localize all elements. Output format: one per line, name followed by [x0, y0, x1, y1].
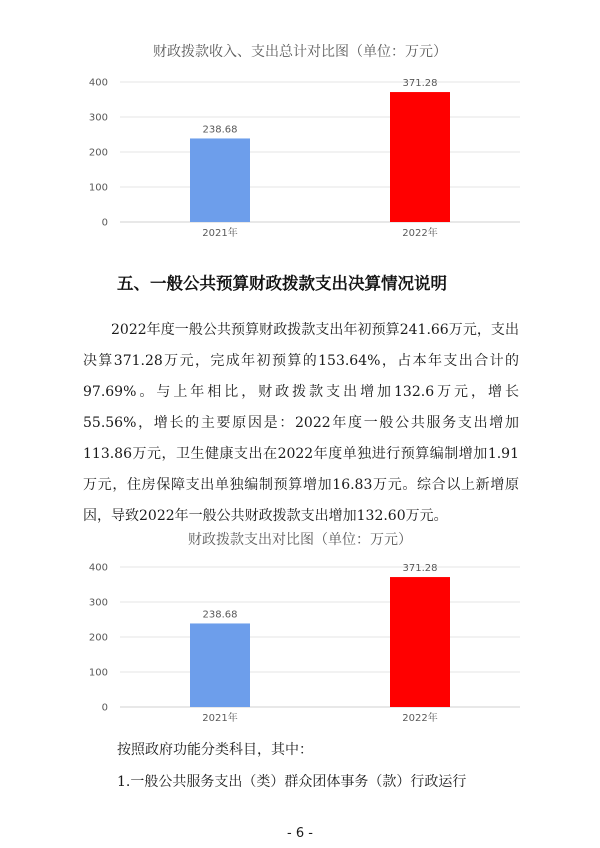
- chart2-data-label: 238.68: [202, 609, 238, 621]
- page-number: - 6 -: [287, 826, 313, 841]
- section-paragraph: 2022年度一般公共预算财政拨款支出年初预算241.66万元，支出决算371.28万元，完成年初预算的153.64%，占本年支出合计的97.69%。与上年相比，财政拨款支出增加132.6万元，增长55.56%，增长的主要原因是：2022年度一般公共服务支出增加113.86万元，卫生健康支出在2022年度单独进行预算编制增加1.91万元，住房保障支出单独编制预算增加16.83万元。综合以上新增原因，导致2022年一般公共财政拨款支出增加132.60万元。: [83, 322, 519, 524]
- chart2-bar-0: [190, 623, 250, 707]
- chart1: [0, 70, 600, 270]
- chart1-ytick-label: 100: [88, 182, 108, 194]
- chart2-ytick-label: 300: [88, 597, 108, 609]
- chart1-ytick-label: 400: [88, 77, 108, 89]
- chart1-ytick-label: 300: [88, 112, 108, 124]
- chart2-title: 财政拨款支出对比图（单位：万元）: [188, 532, 412, 548]
- chart1-data-label: 371.28: [402, 78, 438, 90]
- chart2-ytick-label: 200: [88, 632, 108, 644]
- chart1-title: 财政拨款收入、支出总计对比图（单位：万元）: [153, 44, 447, 60]
- function-classification-intro: 按照政府功能分类科目，其中：: [117, 742, 313, 758]
- chart2: [0, 555, 600, 725]
- chart2-data-label: 371.28: [402, 563, 438, 575]
- chart1-ytick-label: 0: [101, 217, 108, 229]
- chart2-category-label: 2022年: [402, 713, 438, 724]
- chart2-ytick-label: 0: [101, 702, 108, 714]
- chart2-category-label: 2021年: [202, 713, 238, 724]
- chart1-category-label: 2022年: [402, 228, 438, 239]
- section-heading: 五、一般公共预算财政拨款支出决算情况说明: [117, 274, 447, 293]
- item-1-text: 1.一般公共服务支出（类）群众团体事务（款）行政运行: [117, 774, 467, 790]
- chart1-data-label: 238.68: [202, 124, 238, 136]
- chart2-ytick-label: 100: [88, 667, 108, 679]
- chart1-bar-0: [190, 138, 250, 222]
- chart1-category-label: 2021年: [202, 228, 238, 239]
- chart2-ytick-label: 400: [88, 562, 108, 574]
- chart1-ytick-label: 200: [88, 147, 108, 159]
- chart2-bar-1: [390, 577, 450, 707]
- chart1-bar-1: [390, 92, 450, 222]
